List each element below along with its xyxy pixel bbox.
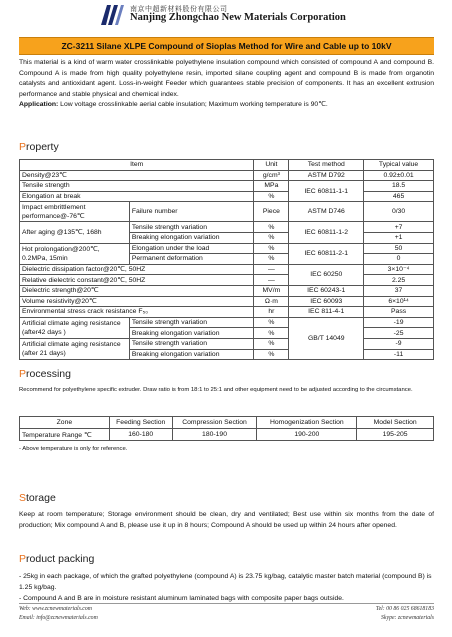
- section-heading-property: Property: [19, 141, 59, 153]
- table-row: Permanent deformation % 0: [20, 254, 434, 265]
- table-row: Density@23℃ g/cm³ ASTM D792 0.92±0.01: [20, 170, 434, 181]
- table-row: Breaking elongation variation % +1: [20, 232, 434, 243]
- table-row: Hot prolongation@200℃, 0.2MPa, 15min Elongation under the load % IEC 60811-2-1 50: [20, 243, 434, 254]
- table-header-row: [20, 160, 434, 171]
- table-row: Volume resistivity@20℃ Ω·m IEC 60093 6×10¹⁴: [20, 296, 434, 307]
- table-row: Breaking elongation variation % -11: [20, 349, 434, 360]
- property-table: [19, 159, 434, 360]
- footer-right: [376, 605, 434, 623]
- application-label: Application:: [19, 101, 59, 108]
- table-row: After aging @135℃, 168h Tensile strength variation % IEC 60811-1-2 +7: [20, 222, 434, 233]
- footer-divider: [19, 603, 434, 604]
- packing-line-2: - Compound A and B are in moisture resistant aluminum laminated bags with composite paper bags outside.: [19, 595, 344, 602]
- table-row: Artificial climate aging resistance (after42 days ) Tensile strength variation % GB/T 14049 -19: [20, 317, 434, 328]
- packing-line-1: - 25kg in each package, of which the grafted polyethylene (compound A) is 23.75 kg/bag, catalytic master batch material (compound B) is 1.25 kg/bag.: [19, 573, 432, 591]
- temperature-footnote: - Above temperature is only for reference.: [19, 446, 128, 452]
- processing-note: Recommend for polyethylene specific extruder. Draw ratio is from 18:1 to 25:1 and other equipment need to be adjusted according to the circumstance.: [19, 387, 413, 393]
- table-row: Impact embrittlement performance@-76℃ Failure number Piece ASTM D746 0/30: [20, 202, 434, 222]
- header-unit: Unit: [254, 160, 289, 171]
- header: [0, 0, 452, 30]
- temperature-table: [19, 416, 434, 441]
- table-row: Environmental stress crack resistance F₅₀ hr IEC 811-4-1 Pass: [20, 307, 434, 318]
- table-row: Dielectric strength@20℃ MV/m IEC 60243-1 37: [20, 285, 434, 296]
- section-heading-processing: Processing: [19, 368, 71, 380]
- table-row: Temperature Range ℃ 160-180 180-190 190-200 195-205: [20, 429, 434, 441]
- footer-skype: Skype: zcnewmaterials: [381, 615, 434, 621]
- company-name-cn: 南京中超新材料股份有限公司: [130, 6, 228, 13]
- table-row: Tensile strength MPa IEC 60811-1-1 18.5: [20, 181, 434, 192]
- application-text: Low voltage crosslinkable aerial cable insulation; Maximum working temperature is 90℃.: [58, 101, 328, 108]
- footer-email[interactable]: Email: info@zcnewmaterials.com: [19, 615, 98, 621]
- table-header-row: Zone Feeding Section Compression Section Homogenization Section Model Section: [20, 417, 434, 429]
- table-row: Relative dielectric constant@20℃, 50HZ — 2.25: [20, 275, 434, 286]
- table-row: Dielectric dissipation factor@20℃, 50HZ — IEC 60250 3×10⁻⁴: [20, 264, 434, 275]
- company-name-en: Nanjing Zhongchao New Materials Corporation: [130, 12, 346, 23]
- footer-tel: Tel: 00 86 025 68618183: [375, 606, 434, 612]
- table-row: Artificial climate aging resistance (after 21 days) Tensile strength variation % -9: [20, 338, 434, 349]
- footer-left: [19, 605, 98, 623]
- section-heading-storage: Storage: [19, 492, 56, 504]
- header-method: Test method: [289, 160, 364, 171]
- header-value: Typical value: [364, 160, 434, 171]
- section-heading-packing: Product packing: [19, 553, 95, 565]
- intro-paragraph: [19, 58, 434, 111]
- header-item: Item: [20, 160, 254, 171]
- table-row: Breaking elongation variation % -25: [20, 328, 434, 339]
- footer-web[interactable]: Web: www.zcnewmaterials.com: [19, 606, 92, 612]
- table-row: Elongation at break % 465: [20, 191, 434, 202]
- intro-text: This material is a kind of warm water crosslinkable polyethylene insulation compound which consisted of compound A and compound B. Compound A is made from high quality polyethylene resin, imported silane coupling agent and compound B is made from organotin catalysts and antioxidant agent. Loss-in-weight Feeder which guarantees stable precision of components. It has an excellent extrusion performance and stable physical and chemical index.: [19, 59, 434, 98]
- zc-logo-icon: [99, 3, 125, 27]
- storage-text: Keep at room temperature; Storage environment should be clean, dry and ventilated; Best use within six months from the date of production; Mix compound A and B, please use it up in 8 hours; Compound A should be used up within 24 hours after opened.: [19, 511, 434, 529]
- product-title: ZC-3211 Silane XLPE Compound of Sioplas Method for Wire and Cable up to 10kV: [19, 37, 434, 55]
